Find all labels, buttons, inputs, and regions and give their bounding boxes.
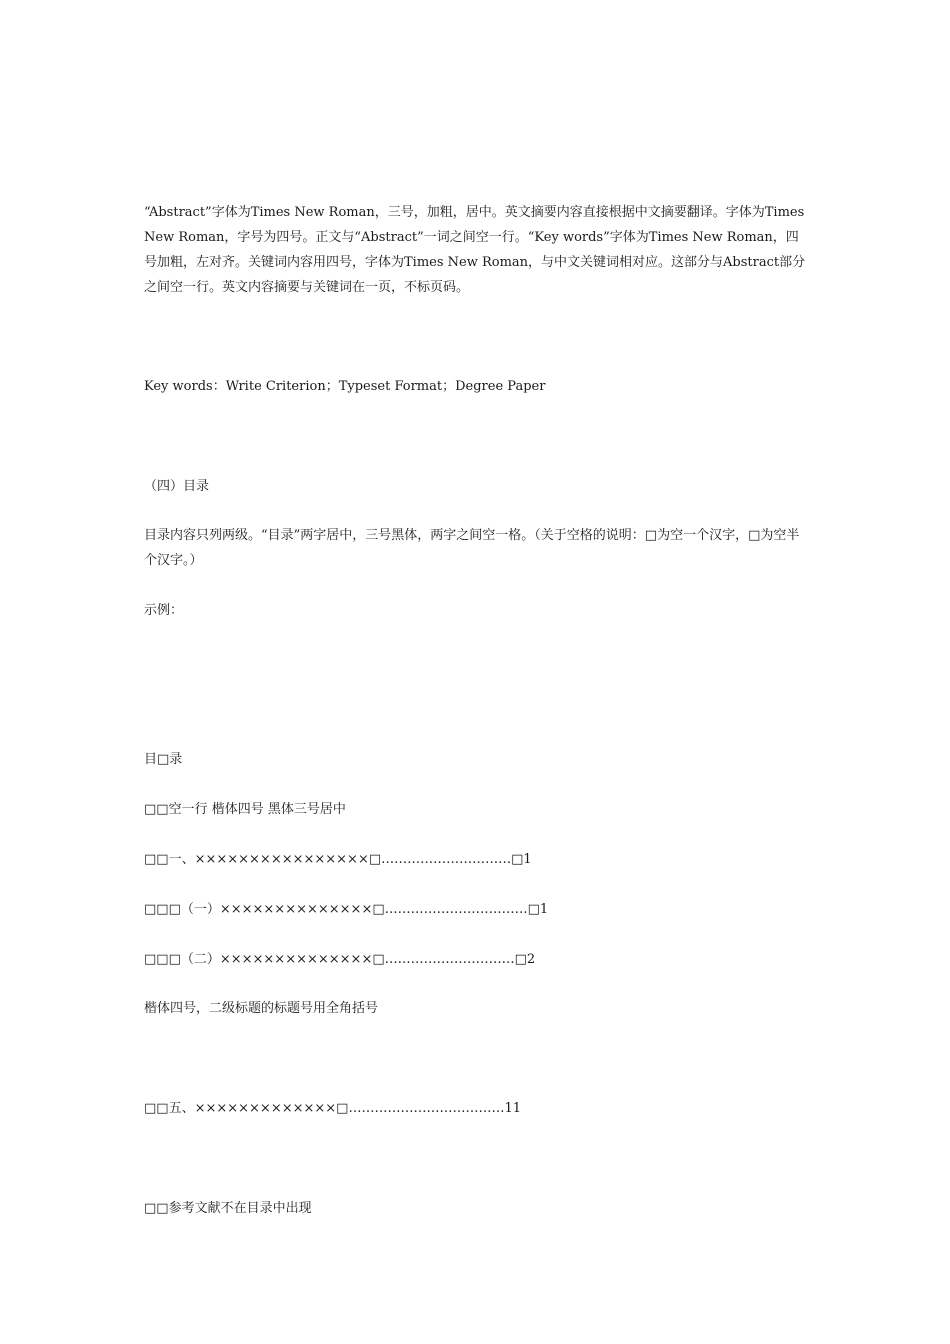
section-heading-toc: （四）目录 (144, 479, 210, 494)
toc-example-subheading-note: 楷体四号，二级标题的标题号用全角括号 (144, 1001, 379, 1016)
example-label: 示例： (144, 603, 184, 618)
toc-example-title: 目□录 (144, 752, 183, 767)
abstract-instructions-paragraph: “Abstract”字体为Times New Roman，三号，加粗，居中。英文摘要内容直接根据中文摘要翻译。字体为Times New Roman，字号为四号。正文与“Abstract”一词之间空一行。“Key words”字体为Times New Roman，四号加粗，左对齐。关键词内容用四号，字体为Times New Roman，与中文关键词相对应。这部分与Abstract部分之间空一行。英文内容摘要与关键词在一页，不标页码。 (144, 205, 806, 295)
toc-example-line-3: □□□（二）××××××××××××××□…………………………□2 (144, 952, 536, 967)
toc-example-line-1: □□一、××××××××××××××××□…………………………□1 (144, 852, 532, 867)
key-words-line: Key words：Write Criterion；Typeset Format；Degree Paper (144, 379, 546, 394)
toc-example-line-2: □□□（一）××××××××××××××□……………………………□1 (144, 902, 549, 917)
toc-example-references-note: □□参考文献不在目录中出现 (144, 1201, 312, 1216)
toc-example-font-note: □□空一行 楷体四号 黑体三号居中 (144, 802, 346, 817)
toc-example-line-5: □□五、×××××××××××××□………………………………11 (144, 1101, 521, 1116)
toc-description-paragraph: 目录内容只列两级。“目录”两字居中，三号黑体，两字之间空一格。（关于空格的说明：□为空一个汉字，□为空半个汉字。） (144, 528, 800, 568)
